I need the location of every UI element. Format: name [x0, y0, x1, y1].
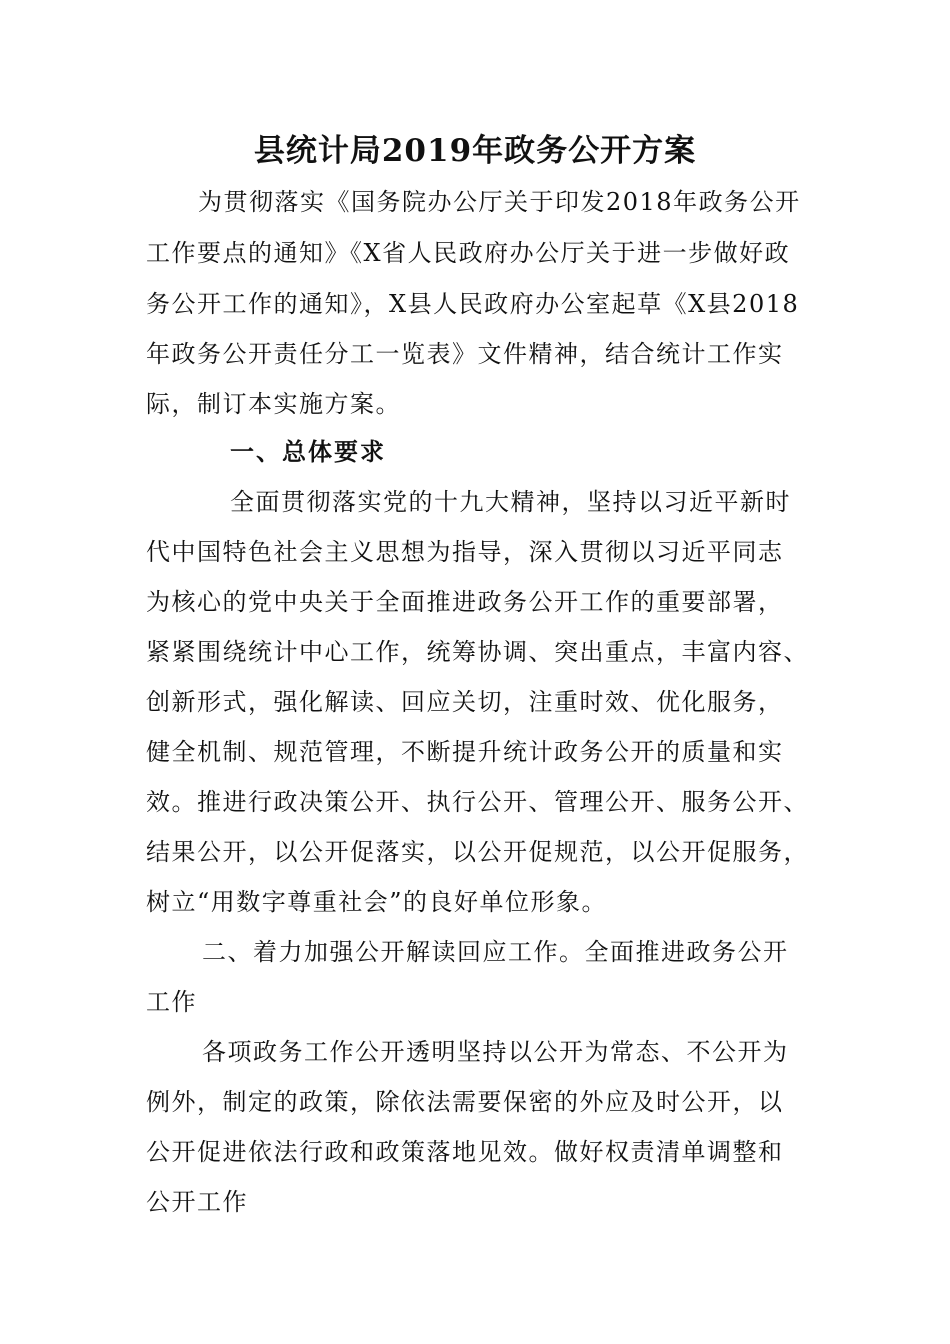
paragraph-1-line-3: 务公开工作的通知》，X县人民政府办公室起草《X县2018: [146, 290, 800, 318]
paragraph-3-line-1: 二、着力加强公开解读回应工作。全面推进政务公开: [202, 938, 789, 966]
paragraph-2-line-8: 结果公开，以公开促落实，以公开促规范，以公开促服务，: [146, 838, 809, 866]
paragraph-2-line-3: 为核心的党中央关于全面推进政务公开工作的重要部署，: [146, 588, 784, 616]
paragraph-1-line-2: 工作要点的通知》《X省人民政府办公厅关于进一步做好政: [146, 239, 791, 267]
paragraph-2-line-6: 健全机制、规范管理，不断提升统计政务公开的质量和实: [146, 738, 784, 766]
paragraph-1-line-5: 际，制订本实施方案。: [146, 390, 401, 418]
paragraph-3-line-2: 工作: [146, 988, 197, 1016]
paragraph-2-line-7: 效。推进行政决策公开、执行公开、管理公开、服务公开、: [146, 788, 809, 816]
paragraph-2-line-2: 代中国特色社会主义思想为指导，深入贯彻以习近平同志: [146, 538, 784, 566]
paragraph-1-line-4: 年政务公开责任分工一览表》文件精神，结合统计工作实: [146, 340, 784, 368]
section-heading-general-requirements: 一、总体要求: [230, 437, 386, 466]
paragraph-2-line-4: 紧紧围绕统计中心工作，统筹协调、突出重点，丰富内容、: [146, 638, 809, 666]
paragraph-2-line-1: 全面贯彻落实党的十九大精神，坚持以习近平新时: [230, 488, 791, 516]
document-title: 县统计局2019年政务公开方案: [253, 133, 697, 169]
paragraph-2-line-5: 创新形式，强化解读、回应关切，注重时效、优化服务，: [146, 688, 784, 716]
paragraph-2-line-9: 树立“用数字尊重社会”的良好单位形象。: [146, 888, 608, 916]
paragraph-1-line-1: 为贯彻落实《国务院办公厅关于印发2018年政务公开: [198, 188, 801, 216]
paragraph-4-line-3: 公开促进依法行政和政策落地见效。做好权责清单调整和: [146, 1138, 784, 1166]
paragraph-4-line-4: 公开工作: [146, 1188, 248, 1216]
paragraph-4-line-2: 例外，制定的政策，除依法需要保密的外应及时公开，以: [146, 1088, 784, 1116]
paragraph-4-line-1: 各项政务工作公开透明坚持以公开为常态、不公开为: [202, 1038, 789, 1066]
